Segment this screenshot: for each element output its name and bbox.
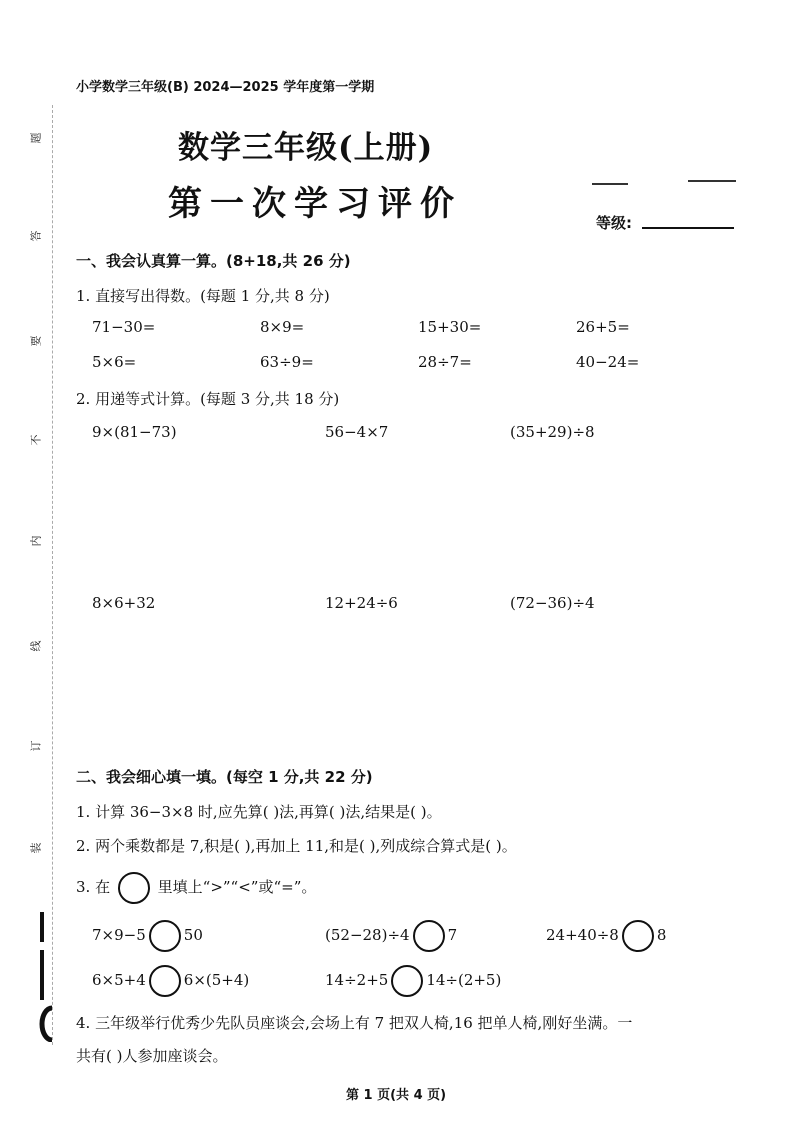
side-char-4: 不 xyxy=(29,434,43,446)
answer-circle[interactable] xyxy=(391,965,423,997)
q3-suffix: 里填上“>”“<”或“=”。 xyxy=(157,878,317,896)
stepwise-item: 8×6+32 xyxy=(92,594,156,612)
compare-item: 6×5+4 6×(5+4) xyxy=(92,965,249,997)
calc-item: 63÷9= xyxy=(260,353,314,371)
answer-circle[interactable] xyxy=(413,920,445,952)
side-char-7: 订 xyxy=(29,740,43,752)
side-char-5: 内 xyxy=(29,535,43,547)
compare-circle-icon xyxy=(118,872,150,904)
answer-circle[interactable] xyxy=(149,920,181,952)
grade-label: 等级: xyxy=(596,214,632,232)
fill-q1: 1. 计算 36−3×8 时,应先算( )法,再算( )法,结果是( )。 xyxy=(76,803,442,821)
side-char-2: 答 xyxy=(29,230,43,242)
stepwise-item: 56−4×7 xyxy=(325,423,389,441)
scratch-mark xyxy=(592,183,628,185)
section2-title: 二、我会细心填一填。(每空 1 分,共 22 分) xyxy=(76,768,373,786)
q2-title: 2. 用递等式计算。(每题 3 分,共 18 分) xyxy=(76,390,340,408)
grade-blank[interactable] xyxy=(642,227,734,229)
side-char-8: 装 xyxy=(29,842,43,854)
calc-item: 8×9= xyxy=(260,318,305,336)
q3-prefix: 3. 在 xyxy=(76,878,111,896)
calc-item: 40−24= xyxy=(576,353,640,371)
side-char-1: 题 xyxy=(29,132,43,144)
side-char-6: 线 xyxy=(29,640,43,652)
compare-item: (52−28)÷4 7 xyxy=(325,920,457,952)
page-title: 数学三年级(上册) xyxy=(178,130,434,166)
calc-item: 28÷7= xyxy=(418,353,472,371)
fill-q2: 2. 两个乘数都是 7,积是( ),再加上 11,和是( ),列成综合算式是( )。 xyxy=(76,837,517,855)
section1-title: 一、我会认真算一算。(8+18,共 26 分) xyxy=(76,252,351,270)
exam-header: 小学数学三年级(B) 2024—2025 学年度第一学期 xyxy=(76,80,375,95)
fill-q4-line2: 共有( )人参加座谈会。 xyxy=(76,1047,228,1065)
stepwise-item: 9×(81−73) xyxy=(92,423,177,441)
fill-q4-line1: 4. 三年级举行优秀少先队员座谈会,会场上有 7 把双人椅,16 把单人椅,刚好坐满。一 xyxy=(76,1014,633,1032)
stepwise-item: (35+29)÷8 xyxy=(510,423,595,441)
side-char-3: 要 xyxy=(29,335,43,347)
q1-title: 1. 直接写出得数。(每题 1 分,共 8 分) xyxy=(76,287,330,305)
calc-item: 5×6= xyxy=(92,353,137,371)
answer-circle[interactable] xyxy=(149,965,181,997)
calc-item: 71−30= xyxy=(92,318,156,336)
stepwise-item: 12+24÷6 xyxy=(325,594,398,612)
fill-q3 xyxy=(76,872,316,904)
page-subtitle: 第一次学习评价 xyxy=(168,184,462,224)
binding-dashed-line xyxy=(52,105,53,1045)
page-footer: 第 1 页(共 4 页) xyxy=(346,1088,447,1103)
calc-item: 15+30= xyxy=(418,318,482,336)
compare-item: 7×9−5 50 xyxy=(92,920,203,952)
scratch-mark xyxy=(688,180,736,182)
stepwise-item: (72−36)÷4 xyxy=(510,594,595,612)
compare-item: 24+40÷8 8 xyxy=(546,920,666,952)
compare-item: 14÷2+5 14÷(2+5) xyxy=(325,965,501,997)
answer-circle[interactable] xyxy=(622,920,654,952)
binding-mark-icon xyxy=(34,912,56,1042)
calc-item: 26+5= xyxy=(576,318,630,336)
